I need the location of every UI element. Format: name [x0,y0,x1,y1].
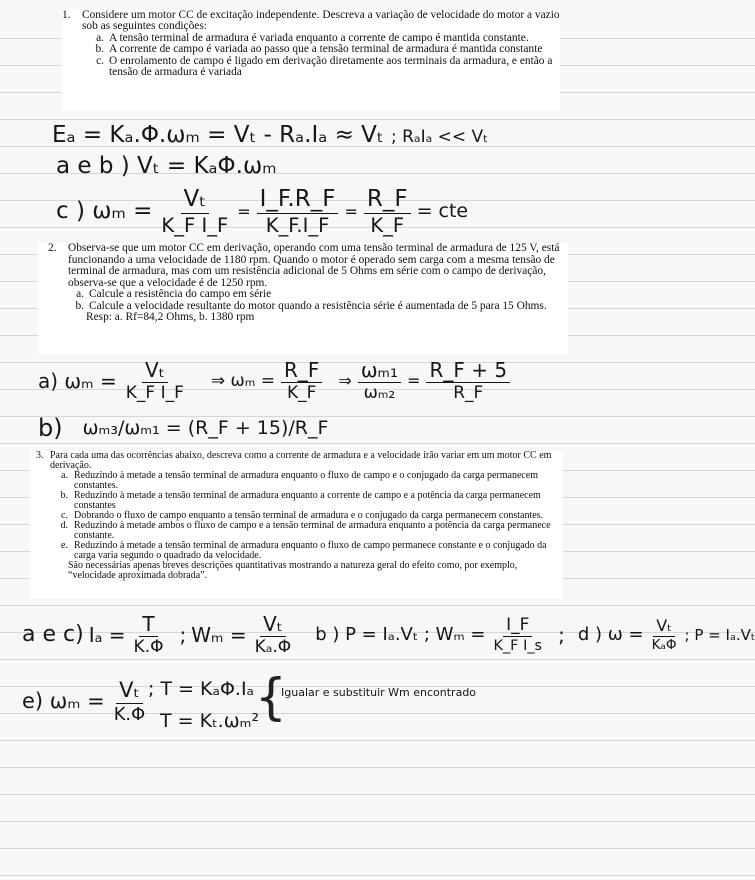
separator: ; [558,623,565,647]
hw2-b-expression: ωₘ₃/ωₘ₁ = (R_F + 15)/R_F [82,416,329,439]
frac-denominator: K_F I_F [161,214,229,237]
frac-denominator: K.Φ [113,704,146,725]
hw3-ac-current-frac [131,614,167,656]
item-letter: d. [60,520,68,531]
item-letter: a. [61,470,68,481]
frac-denominator: R_F [453,383,484,403]
frac-numerator: ωₘ₁ [358,360,401,383]
hw3-ac-label: a e c) [22,622,84,647]
frac-denominator: KₐΦ [651,636,677,653]
item-letter: c. [61,510,68,521]
hw1-line3-label: c ) ωₘ = [56,198,153,225]
item-letter: b. [60,490,68,501]
frac-denominator: K_F.I_F [265,214,330,237]
curly-brace-icon: { [255,668,287,726]
item-text: Reduzindo à metade a tensão terminal de armadura enquanto o fluxo de campo e o conjugado da carga permanecem constantes. [74,470,539,491]
frac-numerator: T [139,614,157,637]
equals-sign: = [407,371,421,390]
item-text: A tensão terminal de armadura é variada enquanto a corrente de campo é mantida constante. [109,31,529,44]
hw3-e-note: Igualar e substituir Wm encontrado [281,686,477,699]
frac-denominator: K.Φ [133,637,164,657]
problem-3-items [44,471,563,561]
problem-1-number: 1. [62,9,71,21]
problem-2-answer: Resp: a. Rf=84,2 Ohms, b. 1380 rpm [86,311,255,323]
hw3-ac-current-lhs: Iₐ = [88,623,126,647]
hw2-a-frac3 [358,360,401,402]
hw2-b-label: b) [38,414,63,442]
item-text: A corrente de campo é variada ao passo que a tensão terminal de armadura é mantida constante [109,43,543,56]
hw3-e-label: e) ωₘ = [22,689,105,714]
problem-3-statement [30,451,563,471]
hw2-a-implies-2: ⇒ [338,371,352,390]
frac-numerator: I_F.R_F [257,188,339,214]
problem-2-text: Observa-se que um motor CC em derivação, operando com uma tensão terminal de armadura de 125 V, está funcionando a uma velocidade de 1180 rpm. Quando o motor é operado sem carga com a mesma tensão de terminal de armadura, mas com um resistência adicional de 5 Ohms em série com o campo de derivação, observa-se que a velocidade é de 1250 rpm. [68,242,560,289]
problem-3-note: São necessárias apenas breves descrições quantitativas mostrando a natureza geral do efeito como, por exemplo, “velocidade aproximada dobrada”. [68,560,518,581]
problem-1-text: Considere um motor CC de excitação independente. Descreva a variação de velocidade do motor a vazio sob as seguintes condições: [82,9,560,33]
item-text: Calcule a resistência do campo em série [89,288,272,300]
problem-1 [62,10,560,110]
hw3-e-torque-1: ; T = KₐΦ.Iₐ [148,678,254,700]
separator: ; [179,623,187,647]
list-item [44,491,563,511]
list-item [68,289,568,301]
equals-sign: = [237,201,251,221]
frac-numerator: R_F [281,360,322,383]
problem-3-text: Para cada uma das ocorrências abaixo, descreva como a corrente de armadura e a velocidade irão variar em um motor CC em derivação. [50,450,552,471]
frac-numerator: R_F + 5 [426,360,510,383]
hw2-a-implies: ⇒ ωₘ = [210,370,275,391]
frac-numerator: Vₜ [181,188,210,214]
item-letter: c. [96,54,104,67]
list-item [44,471,563,491]
item-text: Calcule a velocidade resultante do motor quando a resistência série é aumentada de 5 para 15 Ohms. [89,299,547,312]
frac-denominator: K_F [370,214,405,237]
hw1-frac3 [364,188,411,236]
hw3-line-ac [22,614,755,656]
list-item [44,521,563,541]
hw1-line1-eq: Eₐ = Kₐ.Φ.ωₘ = Vₜ - Rₐ.Iₐ ≈ Vₜ [52,122,384,148]
item-text: Reduzindo à metade a tensão terminal de armadura enquanto o fluxo de campo permanece constante e o conjugado da carga varia segundo o quadrado da velocidade. [74,540,547,561]
item-letter: b. [75,299,84,312]
hw3-ac-speed-frac [252,614,295,656]
hw1-line3 [56,188,468,236]
item-letter: b. [95,43,104,56]
problem-3-number: 3. [36,450,44,461]
item-text: O enrolamento de campo é ligado em derivação diretamente aos terminais da armadura, e então a tensão de armadura é variada [109,54,553,79]
problem-1-items [82,33,560,79]
hw1-line3-tail: = cte [416,200,469,223]
item-text: Reduzindo à metade ambos o fluxo de campo e a tensão terminal de armadura enquanto a potência da carga permanece constante. [74,520,551,541]
problem-2 [38,243,568,355]
item-text: Reduzindo à metade a tensão terminal de armadura enquanto a corrente de campo e a potência da carga permanecem constantes [74,490,541,511]
list-item [82,56,560,79]
hw1-line1-condition: ; RₐIₐ << Vₜ [390,127,489,147]
item-letter: e. [61,540,68,551]
frac-denominator: K_F I_F [125,383,184,403]
hw3-b-frac [490,614,545,654]
problem-3 [30,451,563,599]
frac-denominator: Kₐ.Φ [254,637,292,657]
hw3-b-label: b ) P = Iₐ.Vₜ ; Wₘ = [315,624,486,645]
frac-numerator: Vₜ [116,680,143,704]
list-item [44,541,563,561]
frac-numerator: Vₜ [653,618,675,637]
frac-numerator: Vₜ [260,614,286,637]
problem-2-number: 2. [48,242,57,254]
item-letter: a. [76,288,84,300]
hw2-a-label: a) ωₘ = [38,369,117,393]
hw1-frac2 [257,188,339,236]
hw2-line-b [38,416,328,440]
hw3-e-torque-2: T = Kₜ.ωₘ² [160,710,260,732]
hw2-a-frac2 [281,360,322,402]
item-text: Dobrando o fluxo de campo enquanto a tensão terminal de armadura e o conjugado da carga permanecem constantes. [74,510,544,521]
frac-denominator: K_F I_s [493,637,543,654]
frac-numerator: Vₜ [142,360,168,383]
hw1-line1 [52,124,488,147]
hw2-a-frac1 [123,360,187,402]
hw3-ac-speed-lhs: Wₘ = [191,623,247,647]
hw3-line-e [22,680,148,724]
hw1-frac1 [158,188,231,236]
hw3-d-frac [649,615,680,653]
hw3-e-frac [111,680,148,724]
hw3-d-label: d ) ω = [577,624,644,645]
hw2-line-a [38,360,510,402]
problem-1-statement [62,10,560,33]
frac-denominator: ωₘ₂ [363,383,396,403]
hw2-a-frac4 [426,360,510,402]
equals-sign: = [344,201,358,221]
frac-numerator: I_F [503,617,532,637]
frac-denominator: K_F [286,383,317,403]
problem-2-statement [38,243,568,289]
hw3-d-tail: ; P = Iₐ.Vₜ [684,625,755,644]
frac-numerator: R_F [364,188,411,214]
list-item [82,44,560,55]
item-letter: a. [96,31,104,44]
problem-2-items [68,289,568,312]
hw1-line2: a e b ) Vₜ = KₐΦ.ωₘ [56,153,277,179]
